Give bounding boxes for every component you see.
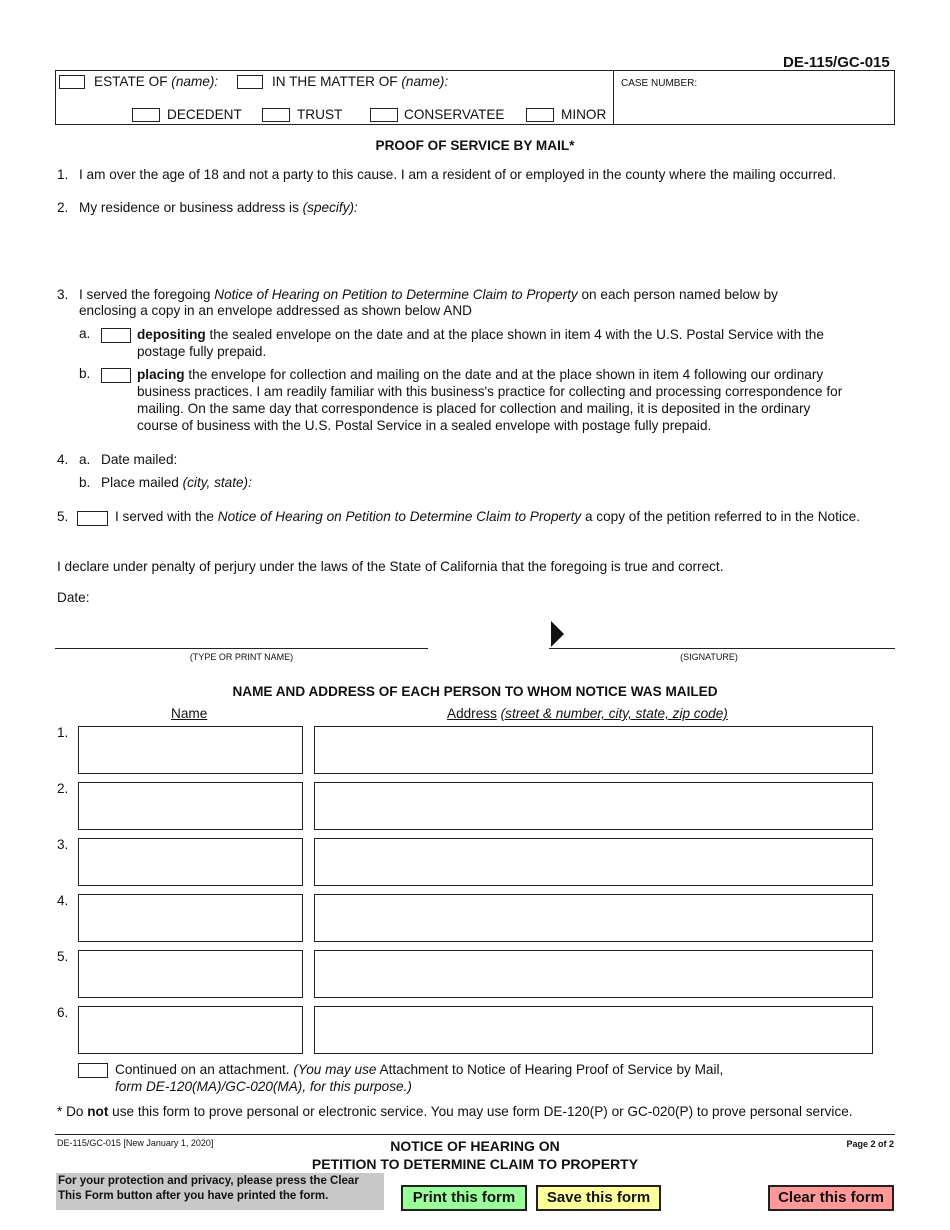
continued-attachment-checkbox[interactable] [78,1063,108,1078]
row-number: 2. [57,781,69,796]
item-5-number: 5. [57,509,69,524]
declaration-text: I declare under penalty of perjury under the laws of the State of California that the foregoing is true and correct. [57,559,724,574]
signature-arrow-icon [550,620,566,648]
place-mailed-label: Place mailed (city, state): [101,475,252,490]
save-form-button[interactable]: Save this form [536,1185,661,1211]
decedent-checkbox[interactable] [132,108,160,122]
form-revision: DE-115/GC-015 [New January 1, 2020] [57,1138,214,1148]
recipient-name-field[interactable] [78,894,303,942]
row-number: 3. [57,837,69,852]
date-mailed-label: Date mailed: [101,452,178,467]
recipient-name-field[interactable] [78,950,303,998]
date-label: Date: [57,590,90,605]
item-2-number: 2. [57,200,69,215]
item-3a-text: depositing the sealed envelope on the date and at the place shown in item 4 with the U.S. Postal Service with the postage fully prepaid. [137,327,824,359]
recipient-name-field[interactable] [78,726,303,774]
address-column-header: Address (street & number, city, state, zip code) [447,706,728,721]
header-divider [613,71,614,124]
footer-title-1: NOTICE OF HEARING ON [390,1138,560,1154]
recipients-table-title: NAME AND ADDRESS OF EACH PERSON TO WHOM NOTICE WAS MAILED [232,684,718,699]
row-number: 6. [57,1005,69,1020]
estate-of-checkbox[interactable] [59,75,85,89]
print-name-label: (TYPE OR PRINT NAME) [189,652,294,662]
row-number: 5. [57,949,69,964]
item-3-text: I served the foregoing Notice of Hearing on Petition to Determine Claim to Property on each person named below by enclosing a copy in an envelope addressed as shown below AND [79,287,778,318]
form-id: DE-115/GC-015 [783,54,890,71]
in-matter-of-checkbox[interactable] [237,75,263,89]
depositing-checkbox[interactable] [101,328,131,343]
footer-title-2: PETITION TO DETERMINE CLAIM TO PROPERTY [311,1156,639,1172]
item-2-text: My residence or business address is (specify): [79,200,358,215]
case-header-box [55,70,895,125]
case-number-label: CASE NUMBER: [621,78,698,89]
signature-label: (SIGNATURE) [680,652,738,662]
clear-form-button[interactable]: Clear this form [768,1185,894,1211]
recipient-address-field[interactable] [314,950,873,998]
recipient-address-field[interactable] [314,1006,873,1054]
name-column-header: Name [171,706,208,721]
recipient-address-field[interactable] [314,894,873,942]
recipient-address-field[interactable] [314,726,873,774]
signature-line[interactable] [549,648,895,649]
item-3b-label: b. [79,366,91,381]
item-4a-label: a. [79,452,91,467]
recipient-name-field[interactable] [78,1006,303,1054]
footnote: * Do not use this form to prove personal or electronic service. You may use form DE-120(P) or GC-020(P) to prove personal service. [57,1104,853,1119]
item-5-text: I served with the Notice of Hearing on Petition to Determine Claim to Property a copy of the petition referred to in the Notice. [115,509,861,524]
item-3-number: 3. [57,287,69,302]
item-3b-text: placing the envelope for collection and mailing on the date and at the place shown in item 4 following our ordinary business practices. I am readily familiar with this business's practice for collecting and processing correspondence for mailing. On the same day that correspondence is placed for collection and mailing, it is deposited in the ordinary course of business with the U.S. Postal Service in a sealed envelope with postage fully prepaid. [137,367,843,433]
print-name-line[interactable] [55,648,428,649]
petition-copy-checkbox[interactable] [77,511,108,526]
item-1-text: I am over the age of 18 and not a party to this cause. I am a resident of or employed in the county where the mailing occurred. [79,167,837,182]
recipient-name-field[interactable] [78,782,303,830]
continued-text: Continued on an attachment. (You may use Attachment to Notice of Hearing Proof of Service by Mail, form DE-120(MA)/GC-020(MA), for this purpose.) [115,1062,724,1094]
decedent-label: DECEDENT [167,107,242,122]
trust-checkbox[interactable] [262,108,290,122]
item-4-number: 4. [57,452,69,467]
conservatee-checkbox[interactable] [370,108,398,122]
estate-of-label: ESTATE OF (name): [94,74,219,89]
privacy-notice: For your protection and privacy, please press the Clear This Form button after you have printed the form. [56,1173,384,1210]
conservatee-label: CONSERVATEE [404,107,505,122]
recipient-address-field[interactable] [314,838,873,886]
item-1-number: 1. [57,167,69,182]
print-form-button[interactable]: Print this form [401,1185,527,1211]
item-4b-label: b. [79,475,91,490]
row-number: 4. [57,893,69,908]
item-3a-label: a. [79,326,91,341]
row-number: 1. [57,725,69,740]
in-matter-of-label: IN THE MATTER OF (name): [272,74,449,89]
recipient-address-field[interactable] [314,782,873,830]
trust-label: TRUST [297,107,343,122]
placing-checkbox[interactable] [101,368,131,383]
recipient-name-field[interactable] [78,838,303,886]
page-number: Page 2 of 2 [846,1139,894,1149]
minor-checkbox[interactable] [526,108,554,122]
footer-rule [55,1134,895,1135]
minor-label: MINOR [561,107,607,122]
address-field[interactable] [79,220,889,276]
page-title: PROOF OF SERVICE BY MAIL* [375,138,575,153]
